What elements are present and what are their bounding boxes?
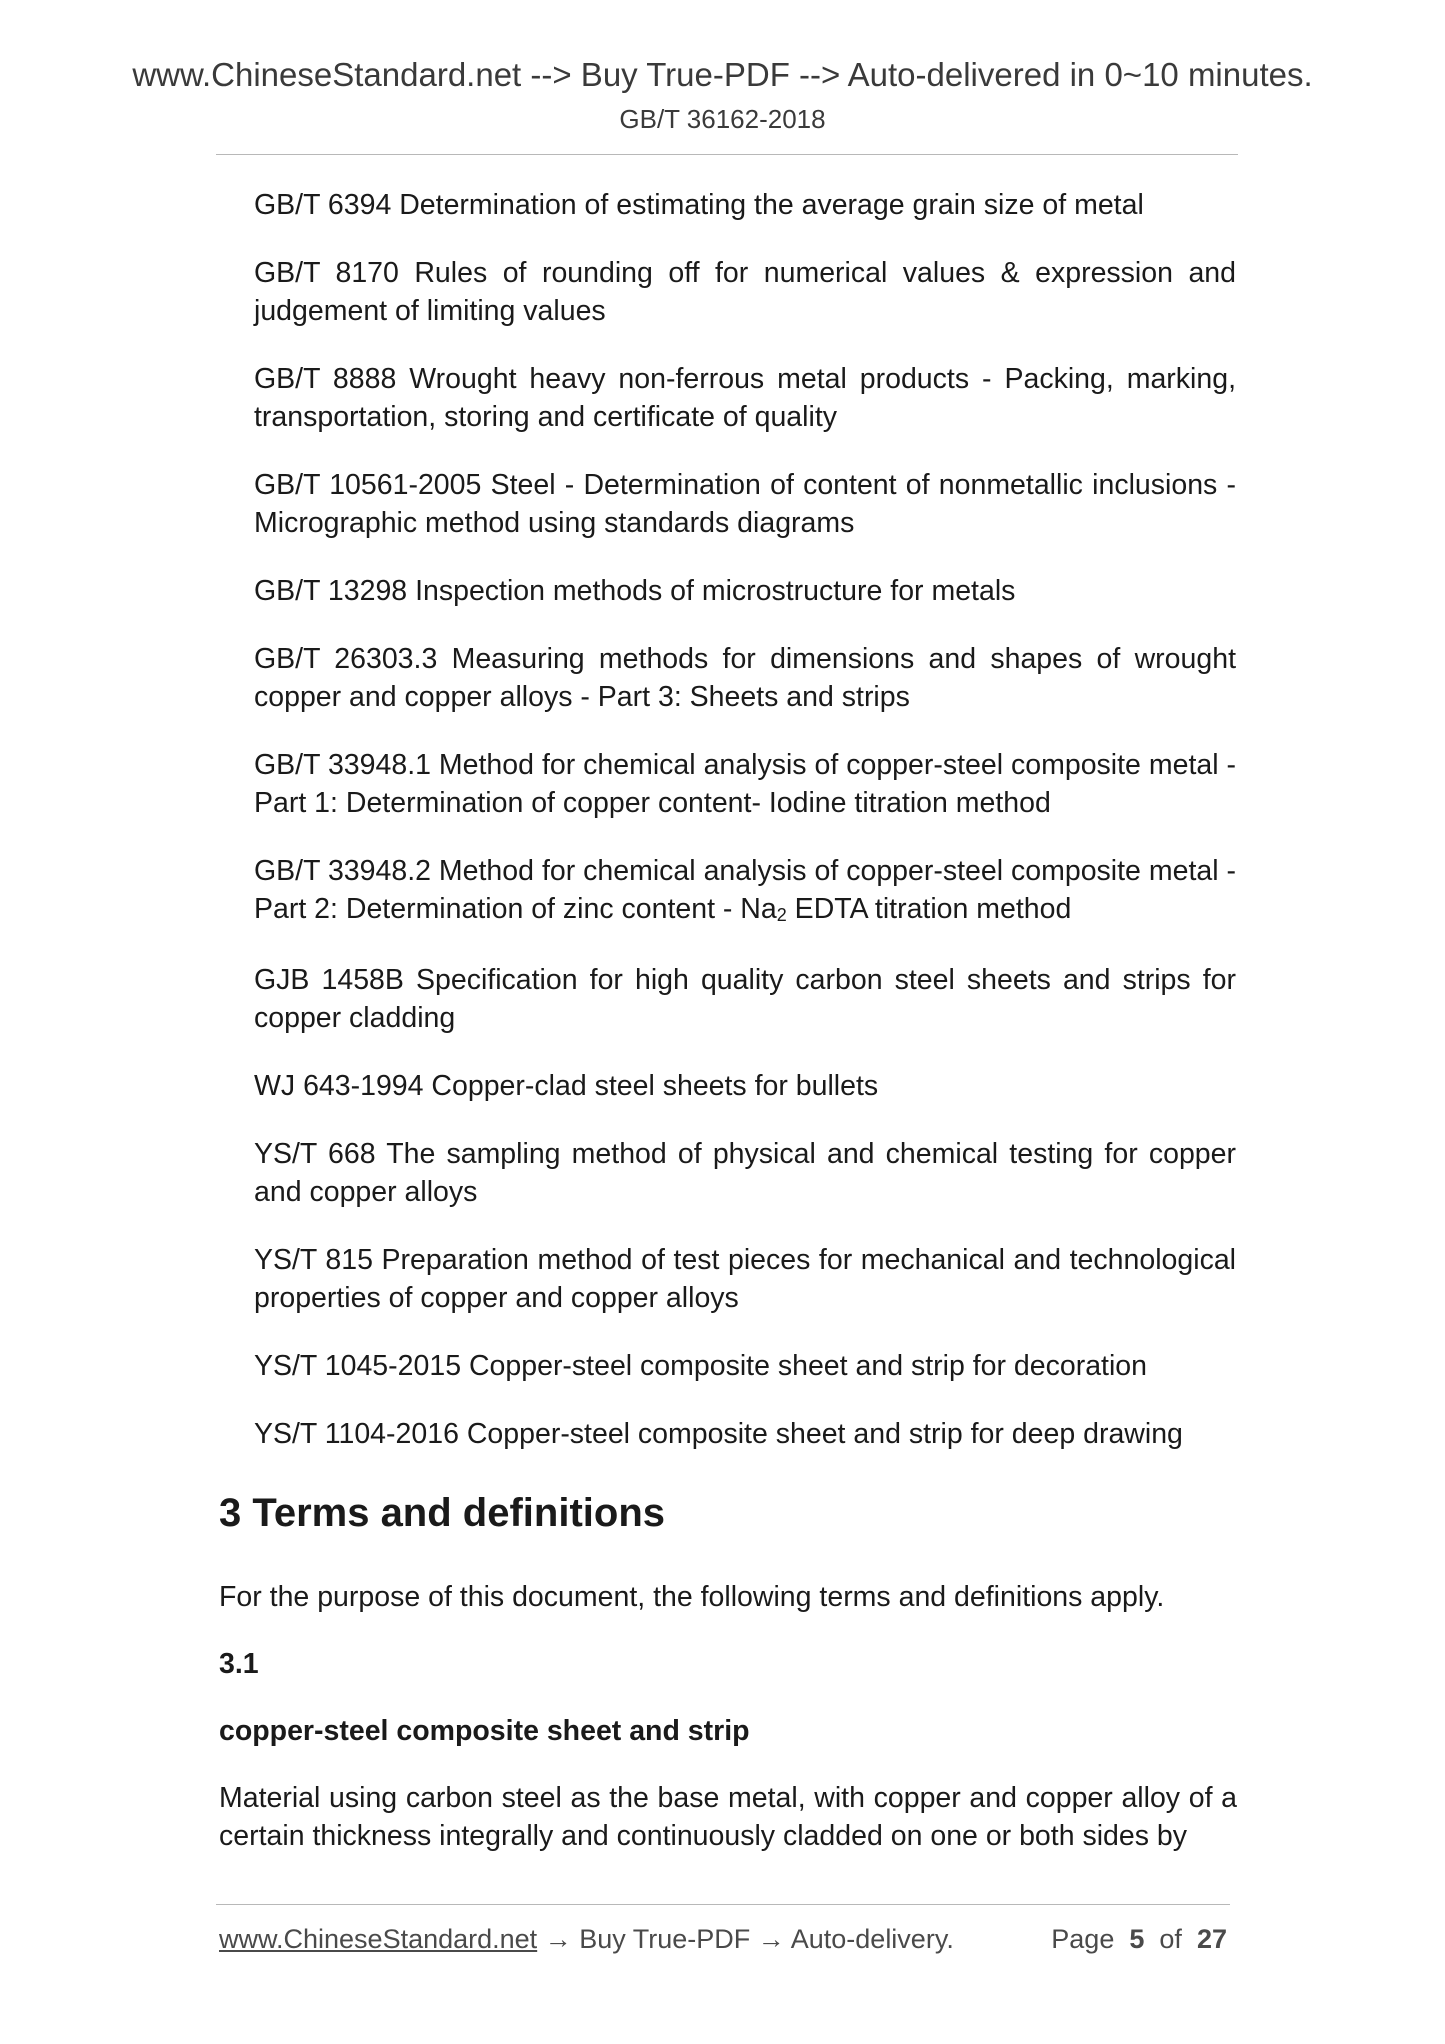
reference-list xyxy=(254,186,1236,1483)
reference-item: GB/T 13298 Inspection methods of microstructure for metals xyxy=(254,575,1016,607)
reference-item: YS/T 1045-2015 Copper-steel composite sheet and strip for decoration xyxy=(254,1350,1147,1382)
reference-item: GB/T 6394 Determination of estimating the average grain size of metal xyxy=(254,189,1144,221)
reference-item xyxy=(254,852,1236,931)
footer-left xyxy=(219,1924,954,1955)
page-total: 27 xyxy=(1196,1924,1227,1954)
header-divider xyxy=(216,154,1238,155)
term-number: 3.1 xyxy=(219,1648,259,1680)
terms-section xyxy=(219,1488,1237,1855)
of-word: of xyxy=(1159,1924,1182,1954)
reference-item: WJ 643-1994 Copper-clad steel sheets for bullets xyxy=(254,1070,879,1102)
reference-item: YS/T 668 The sampling method of physical and chemical testing for copper and copper alloys xyxy=(254,1138,1236,1208)
reference-item: GJB 1458B Specification for high quality carbon steel sheets and strips for copper cladding xyxy=(254,964,1236,1034)
section-intro: For the purpose of this document, the following terms and definitions apply. xyxy=(219,1581,1165,1613)
reference-item: GB/T 26303.3 Measuring methods for dimensions and shapes of wrought copper and copper alloys - Part 3: Sheets and strips xyxy=(254,643,1236,713)
footer-site-link[interactable]: www.ChineseStandard.net xyxy=(219,1924,538,1954)
page-word: Page xyxy=(1051,1924,1115,1954)
section-heading: 3 Terms and definitions xyxy=(219,1491,665,1535)
term-definition: Material using carbon steel as the base metal, with copper and copper alloy of a certain thickness integrally and continuously cladded on one or both sides by xyxy=(219,1782,1237,1852)
reference-item: GB/T 8888 Wrought heavy non-ferrous metal products - Packing, marking, transportation, storing and certificate of quality xyxy=(254,363,1236,433)
header-banner: www.ChineseStandard.net --> Buy True-PDF --> Auto-delivered in 0~10 minutes. xyxy=(132,56,1313,93)
reference-item: GB/T 8170 Rules of rounding off for numerical values & expression and judgement of limiting values xyxy=(254,257,1236,327)
reference-text: GB/T 33948.2 Method for chemical analysis of copper-steel composite metal - Part 2: Determination of zinc content - Na xyxy=(254,855,1236,925)
reference-item: YS/T 1104-2016 Copper-steel composite sheet and strip for deep drawing xyxy=(254,1418,1183,1450)
reference-text: EDTA titration method xyxy=(786,893,1072,925)
standard-number: GB/T 36162-2018 xyxy=(619,104,826,134)
reference-item: GB/T 33948.1 Method for chemical analysis of copper-steel composite metal - Part 1: Determination of copper content- Iodine titration method xyxy=(254,749,1236,819)
page-indicator xyxy=(1051,1924,1227,1955)
footer-tagline: → Buy True-PDF → Auto-delivery. xyxy=(537,1924,954,1954)
subscript-two: 2 xyxy=(776,905,787,925)
term-name: copper-steel composite sheet and strip xyxy=(219,1715,750,1747)
reference-item: YS/T 815 Preparation method of test pieces for mechanical and technological properties of copper and copper alloys xyxy=(254,1244,1236,1314)
page-number: 5 xyxy=(1129,1924,1145,1954)
reference-item: GB/T 10561-2005 Steel - Determination of content of nonmetallic inclusions - Micrographic method using standards diagrams xyxy=(254,469,1236,539)
footer-divider xyxy=(216,1904,1230,1905)
